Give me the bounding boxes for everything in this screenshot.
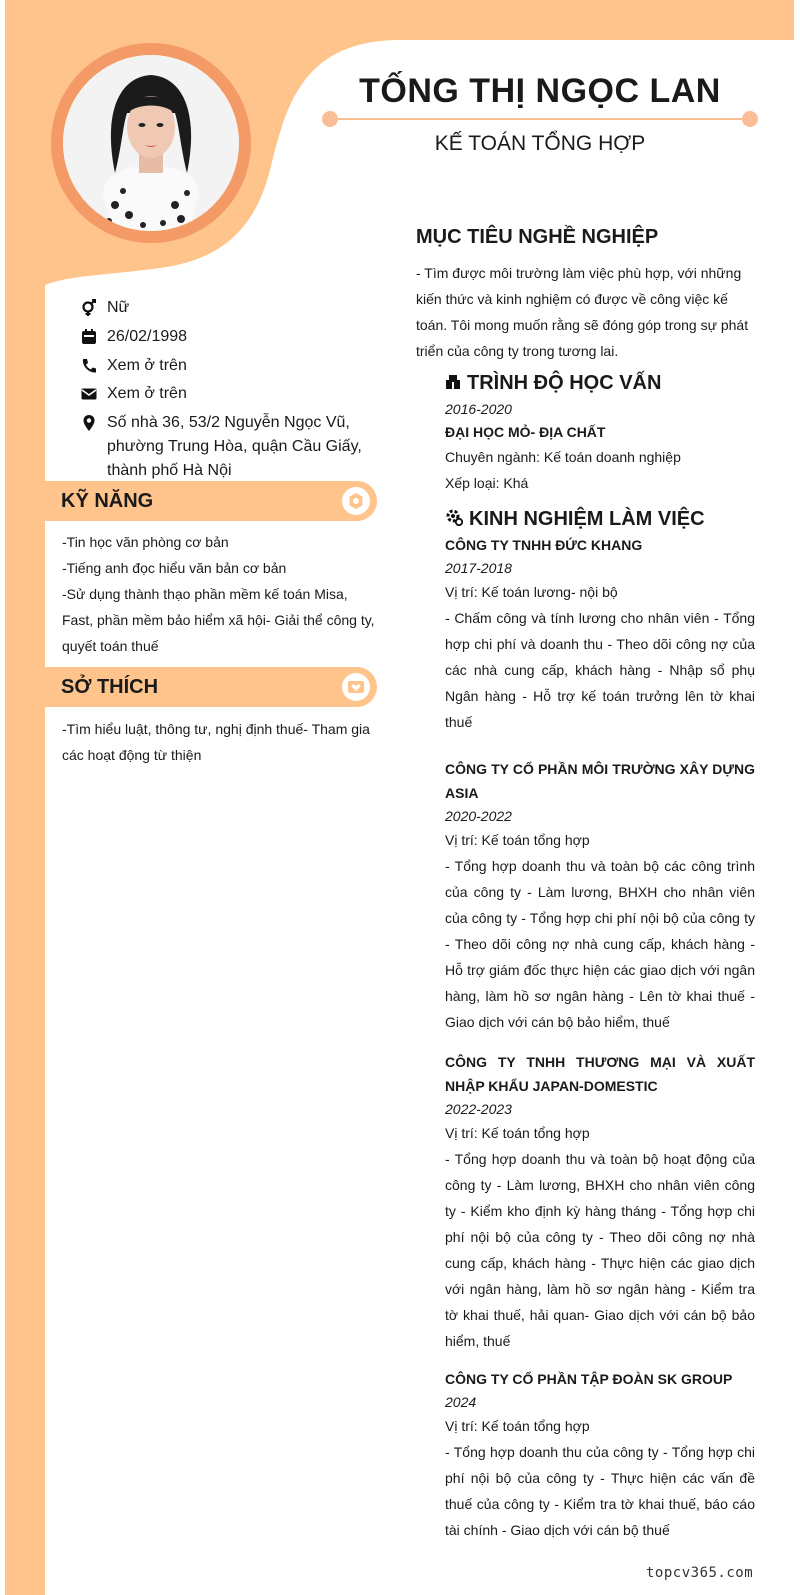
job-position: Vị trí: Kế toán tổng hợp (445, 1125, 590, 1141)
info-email-text: Xem ở trên (107, 385, 187, 402)
job-company: CÔNG TY CỔ PHẦN TẬP ĐOÀN SK GROUP (445, 1371, 733, 1387)
email-icon (80, 385, 98, 403)
experience-gear-icon (445, 508, 463, 526)
job-entry (445, 1367, 755, 1543)
education-years: 2016-2020 (445, 401, 512, 417)
education-heading: TRÌNH ĐỘ HỌC VẤN (467, 372, 662, 394)
calendar-icon (80, 328, 98, 346)
hobbies-heading: SỞ THÍCH (61, 676, 159, 698)
job-years: 2022-2023 (445, 1101, 512, 1117)
education-body (445, 398, 755, 496)
education-school: ĐẠI HỌC MỎ- ĐỊA CHẤT (445, 424, 606, 440)
job-years: 2017-2018 (445, 560, 512, 576)
education-grade: Xếp loại: Khá (445, 475, 529, 491)
info-phone-text: Xem ở trên (107, 357, 187, 374)
job-description: - Tổng hợp doanh thu và toàn bộ các công trình của công ty - Làm lương, BHXH cho nhân viên của công ty - Tổng hợp chi phí nội bộ của công ty - Theo dõi công nợ nhà cung cấp, khách hàng -Hỗ trợ giám đốc thực hiện các giao dịch với ngân hàng, làm hồ sơ ngân hàng - Lên tờ khai thuế - Giao dịch với cán bộ bảo hiểm, thuế (445, 858, 755, 1030)
skill-item: -Tiếng anh đọc hiểu văn bản cơ bản (62, 560, 287, 576)
job-company: CÔNG TY CỔ PHẦN MÔI TRƯỜNG XÂY DỰNG ASIA (445, 761, 755, 801)
job-description: - Tổng hợp doanh thu và toàn bộ hoạt động của công ty - Làm lương, BHXH cho nhân viên công ty - Kiểm kho định kỳ hàng tháng - Tổng hợp chi phí nội bộ của công ty - Theo dõi công nợ nhà cung cấp, khách hàng - Thực hiện các giao dịch với ngân hàng, làm hồ sơ ngân hàng - Kiểm tra tờ khai thuế, hải quan- Giao dịch với cán bộ bảo hiểm, thuế (445, 1151, 755, 1349)
skills-list (62, 529, 377, 659)
experience-heading: KINH NGHIỆM LÀM VIỆC (469, 508, 705, 530)
hobbies-text (62, 716, 377, 768)
skill-item: -Tin học văn phòng cơ bản (62, 534, 229, 550)
skill-item: -Sử dụng thành thạo phần mềm kế toán Misa, Fast, phần mềm bảo hiểm xã hội- Giải thể công ty, quyết toán thuế (62, 586, 375, 654)
job-entry (445, 533, 755, 735)
phone-icon (80, 357, 98, 375)
job-company: CÔNG TY TNHH THƯƠNG MẠI VÀ XUẤT NHẬP KHẨU JAPAN-DOMESTIC (445, 1054, 755, 1094)
title-divider (329, 118, 749, 120)
location-icon (80, 414, 98, 432)
job-entry (445, 757, 755, 1035)
education-major: Chuyên ngành: Kế toán doanh nghiệp (445, 449, 681, 465)
job-description: - Tổng hợp doanh thu của công ty - Tổng hợp chi phí nội bộ của công ty - Thực hiện các vấn đề thuế của công ty - Kiểm tra tờ khai thuế, báo cáo tài chính - Giao dịch với cán bộ thuế (445, 1444, 755, 1538)
hobbies-header (44, 667, 377, 707)
gender-icon (80, 299, 98, 317)
job-position: Vị trí: Kế toán tổng hợp (445, 832, 590, 848)
divider-dot-left (322, 111, 338, 127)
skills-gear-icon (347, 492, 365, 510)
job-title: KẾ TOÁN TỔNG HỢP (434, 132, 646, 155)
education-book-icon (445, 374, 461, 390)
job-description: - Chấm công và tính lương cho nhân viên - Tổng hợp chi phí và doanh thu - Theo dõi công nợ của các nhà cung cấp, khách hàng - Nhập sổ phụ Ngân hàng - Hỗ trợ kế toán trưởng lên tờ khai thuế (445, 610, 755, 730)
job-entry (445, 1050, 755, 1354)
skills-header (44, 481, 377, 521)
hobbies-text-content: -Tìm hiểu luật, thông tư, nghị định thuế- Tham gia các hoạt động từ thiện (62, 721, 370, 763)
job-years: 2020-2022 (445, 808, 512, 824)
education-header (445, 372, 661, 395)
job-years: 2024 (445, 1394, 477, 1410)
experience-header (445, 508, 705, 531)
info-birthday-text: 26/02/1998 (107, 328, 188, 345)
divider-dot-right (742, 111, 758, 127)
candidate-name: TỐNG THỊ NGỌC LAN (359, 72, 721, 110)
hobbies-badge (342, 673, 370, 701)
objective-heading: MỤC TIÊU NGHỀ NGHIỆP (416, 226, 659, 248)
watermark: topcv365.com (646, 1565, 754, 1581)
info-gender-text: Nữ (107, 299, 130, 316)
info-address-text: Số nhà 36, 53/2 Nguyễn Ngọc Vũ, phường Trung Hòa, quận Cầu Giấy, thành phố Hà Nội (107, 414, 362, 479)
job-position: Vị trí: Kế toán lương- nội bộ (445, 584, 618, 600)
objective-text: - Tìm được môi trường làm việc phù hợp, với những kiến thức và kinh nghiệm có được về công việc kế toán. Tôi mong muốn rằng sẽ đóng góp trong sự phát triển của công ty trong tương lai. (416, 265, 749, 359)
job-position: Vị trí: Kế toán tổng hợp (445, 1418, 590, 1434)
job-company: CÔNG TY TNHH ĐỨC KHANG (445, 537, 643, 553)
hobbies-heart-icon (347, 678, 365, 696)
skills-badge (342, 487, 370, 515)
portrait-photo (63, 55, 239, 231)
skills-heading: KỸ NĂNG (61, 490, 154, 512)
avatar (63, 55, 239, 231)
